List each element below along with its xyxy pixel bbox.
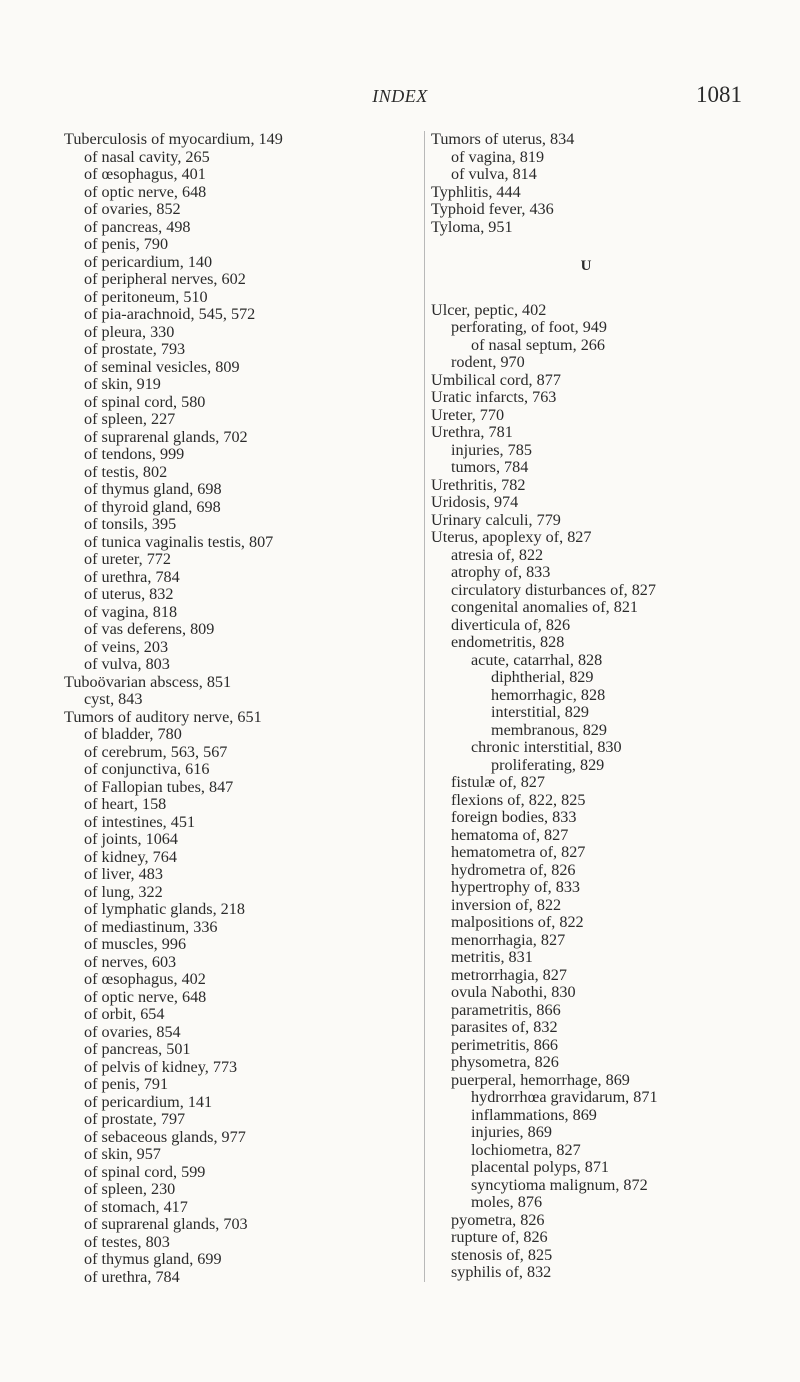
index-subentry: of kidney, 764 — [84, 847, 177, 866]
index-subentry: menorrhagia, 827 — [451, 930, 566, 949]
index-subentry: of penis, 790 — [84, 235, 169, 253]
index-subentry: of lymphatic glands, 218 — [84, 900, 245, 918]
index-subentry: parasites of, 832 — [451, 1018, 558, 1036]
index-subentry: of ovaries, 852 — [84, 200, 181, 218]
index-subentry: of spleen, 230 — [84, 1180, 176, 1198]
running-header-title: INDEX — [372, 86, 428, 106]
index-entry: Tuboövarian abscess, 851 — [64, 672, 232, 691]
index-subentry: of peritoneum, 510 — [84, 287, 208, 306]
index-entry: Urethra, 781 — [431, 423, 513, 441]
index-subentry: of urethra, 784 — [84, 567, 180, 586]
index-subentry: syphilis of, 832 — [451, 1263, 552, 1281]
index-subentry: foreign bodies, 833 — [451, 808, 577, 826]
index-subentry: hemorrhagic, 828 — [491, 685, 606, 704]
index-subentry: cyst, 843 — [84, 690, 143, 708]
index-subentry: of heart, 158 — [84, 795, 167, 813]
index-subentry: of penis, 791 — [84, 1075, 169, 1093]
index-subentry: of optic nerve, 648 — [84, 182, 207, 201]
index-subentry: rupture of, 826 — [451, 1228, 548, 1246]
index-subentry: inflammations, 869 — [471, 1105, 597, 1124]
index-subentry: pyometra, 826 — [451, 1210, 545, 1229]
index-subentry: of skin, 919 — [84, 375, 161, 393]
index-subentry: of spinal cord, 580 — [84, 392, 206, 411]
index-subentry: of nasal septum, 266 — [471, 335, 605, 354]
index-subentry: of suprarenal glands, 702 — [84, 427, 248, 446]
index-subentry: membranous, 829 — [491, 720, 607, 739]
index-subentry: of pelvis of kidney, 773 — [84, 1057, 238, 1076]
index-entry: Tumors of auditory nerve, 651 — [64, 707, 262, 726]
index-subentry: of thyroid gland, 698 — [84, 497, 221, 516]
index-subentry: physometra, 826 — [451, 1053, 559, 1071]
index-subentry: of optic nerve, 648 — [84, 987, 207, 1006]
index-entries-t-continued — [431, 131, 771, 236]
index-entry: Tumors of uterus, 834 — [431, 130, 575, 148]
index-subentry: of testis, 802 — [84, 462, 168, 481]
index-subentry: of suprarenal glands, 703 — [84, 1215, 248, 1233]
index-subentry: syncytioma malignum, 872 — [471, 1175, 648, 1194]
index-entry: Urethritis, 782 — [431, 475, 526, 494]
index-subentry: atrophy of, 833 — [451, 563, 551, 581]
index-subentry: of skin, 957 — [84, 1145, 161, 1163]
index-subentry: rodent, 970 — [451, 353, 525, 371]
index-subentry: of seminal vesicles, 809 — [84, 357, 240, 376]
index-subentry: of sebaceous glands, 977 — [84, 1127, 246, 1146]
index-subentry: injuries, 869 — [471, 1123, 552, 1141]
index-subentry: acute, catarrhal, 828 — [471, 650, 603, 669]
index-subentry: of ureter, 772 — [84, 550, 171, 568]
index-entry: Uterus, apoplexy of, 827 — [431, 528, 592, 546]
index-subentry: of orbit, 654 — [84, 1005, 165, 1023]
index-subentry: of conjunctiva, 616 — [84, 760, 210, 778]
index-subentry: of thymus gland, 698 — [84, 480, 222, 498]
index-subentry: of nerves, 603 — [84, 952, 177, 971]
index-subentry: congenital anomalies of, 821 — [451, 598, 639, 616]
index-subentry: of œsophagus, 401 — [84, 165, 206, 183]
section-letter-heading: U — [580, 258, 592, 274]
index-subentry: of prostate, 793 — [84, 340, 186, 358]
index-subentry: of uterus, 832 — [84, 585, 174, 603]
index-subentry: injuries, 785 — [451, 440, 532, 459]
index-subentry: proliferating, 829 — [491, 755, 605, 774]
index-subentry: placental polyps, 871 — [471, 1158, 610, 1176]
index-entry: Ureter, 770 — [431, 405, 505, 424]
index-subentry: ovula Nabothi, 830 — [451, 983, 576, 1001]
index-subentry: interstitial, 829 — [491, 703, 590, 721]
index-subentry: perimetritis, 866 — [451, 1035, 558, 1054]
index-subentry: of pericardium, 141 — [84, 1092, 213, 1111]
index-subentry: of veins, 203 — [84, 637, 169, 656]
index-subentry: of pleura, 330 — [84, 322, 175, 341]
index-subentry: of vagina, 818 — [84, 602, 178, 621]
index-entry: Umbilical cord, 877 — [431, 370, 561, 389]
index-subentry: moles, 876 — [471, 1193, 543, 1211]
index-subentry: diphtherial, 829 — [491, 668, 594, 686]
index-subentry: of joints, 1064 — [84, 830, 178, 848]
index-entry: Tuberculosis of myocardium, 149 — [64, 130, 283, 148]
index-subentry: of pia-arachnoid, 545, 572 — [84, 305, 256, 323]
index-subentry: metrorrhagia, 827 — [451, 965, 567, 984]
index-subentry: of œsophagus, 402 — [84, 970, 206, 988]
index-entries-u — [431, 302, 771, 1282]
index-subentry: of tonsils, 395 — [84, 515, 177, 533]
index-subentry: endometritis, 828 — [451, 633, 565, 651]
index-subentry: fistulæ of, 827 — [451, 773, 545, 791]
index-subentry: flexions of, 822, 825 — [451, 790, 586, 809]
index-subentry: circulatory disturbances of, 827 — [451, 580, 656, 599]
index-entry: Typhoid fever, 436 — [431, 200, 554, 218]
index-entry: Uratic infarcts, 763 — [431, 388, 557, 406]
index-subentry: metritis, 831 — [451, 948, 533, 966]
index-subentry: of tendons, 999 — [84, 445, 185, 463]
index-subentry: tumors, 784 — [451, 458, 529, 476]
index-subentry: of bladder, 780 — [84, 725, 182, 743]
index-subentry: of stomach, 417 — [84, 1197, 188, 1216]
index-subentry: malpositions of, 822 — [451, 913, 584, 931]
index-subentry: of intestines, 451 — [84, 812, 196, 831]
index-subentry: hydrometra of, 826 — [451, 860, 576, 879]
page-number: 1081 — [696, 82, 742, 107]
index-subentry: of testes, 803 — [84, 1232, 170, 1251]
index-subentry: of pancreas, 501 — [84, 1040, 191, 1058]
index-subentry: of vas deferens, 809 — [84, 620, 215, 638]
index-subentry: of prostate, 797 — [84, 1110, 186, 1128]
index-subentry: diverticula of, 826 — [451, 615, 571, 634]
index-subentry: of ovaries, 854 — [84, 1022, 181, 1041]
index-subentry: of nasal cavity, 265 — [84, 147, 210, 166]
index-subentry: puerperal, hemorrhage, 869 — [451, 1070, 630, 1089]
index-subentry: of Fallopian tubes, 847 — [84, 777, 234, 796]
index-subentry: of urethra, 784 — [84, 1267, 180, 1286]
index-subentry: of thymus gland, 699 — [84, 1250, 222, 1268]
index-subentry: hematometra of, 827 — [451, 843, 586, 861]
index-subentry: chronic interstitial, 830 — [471, 738, 622, 756]
index-subentry: of tunica vaginalis testis, 807 — [84, 532, 274, 551]
index-entry: Ulcer, peptic, 402 — [431, 300, 547, 319]
index-subentry: of liver, 483 — [84, 865, 163, 883]
index-subentry: of mediastinum, 336 — [84, 917, 218, 936]
index-column-right — [424, 131, 771, 1282]
index-subentry: perforating, of foot, 949 — [451, 318, 607, 336]
index-subentry: of pericardium, 140 — [84, 252, 213, 271]
index-subentry: of pancreas, 498 — [84, 217, 191, 236]
index-subentry: stenosis of, 825 — [451, 1245, 553, 1264]
index-column-left — [64, 131, 414, 1286]
index-subentry: hydrorrhœa gravidarum, 871 — [471, 1088, 658, 1106]
index-subentry: of spinal cord, 599 — [84, 1162, 206, 1181]
index-subentry: of vulva, 803 — [84, 655, 170, 673]
index-subentry: of cerebrum, 563, 567 — [84, 742, 228, 761]
index-subentry: of peripheral nerves, 602 — [84, 270, 246, 288]
index-subentry: of lung, 322 — [84, 882, 163, 901]
index-subentry: hypertrophy of, 833 — [451, 878, 581, 896]
index-entry: Urinary calculi, 779 — [431, 510, 561, 529]
index-subentry: of spleen, 227 — [84, 410, 176, 428]
index-entry: Tyloma, 951 — [431, 217, 513, 236]
index-subentry: inversion of, 822 — [451, 895, 562, 914]
index-subentry: parametritis, 866 — [451, 1000, 561, 1019]
index-subentry: atresia of, 822 — [451, 545, 544, 564]
index-subentry: of muscles, 996 — [84, 935, 187, 953]
index-subentry: lochiometra, 827 — [471, 1140, 581, 1159]
index-entry: Uridosis, 974 — [431, 493, 519, 511]
index-subentry: hematoma of, 827 — [451, 825, 569, 844]
index-subentry: of vagina, 819 — [451, 147, 545, 166]
index-entry: Typhlitis, 444 — [431, 182, 521, 201]
index-subentry: of vulva, 814 — [451, 165, 537, 183]
